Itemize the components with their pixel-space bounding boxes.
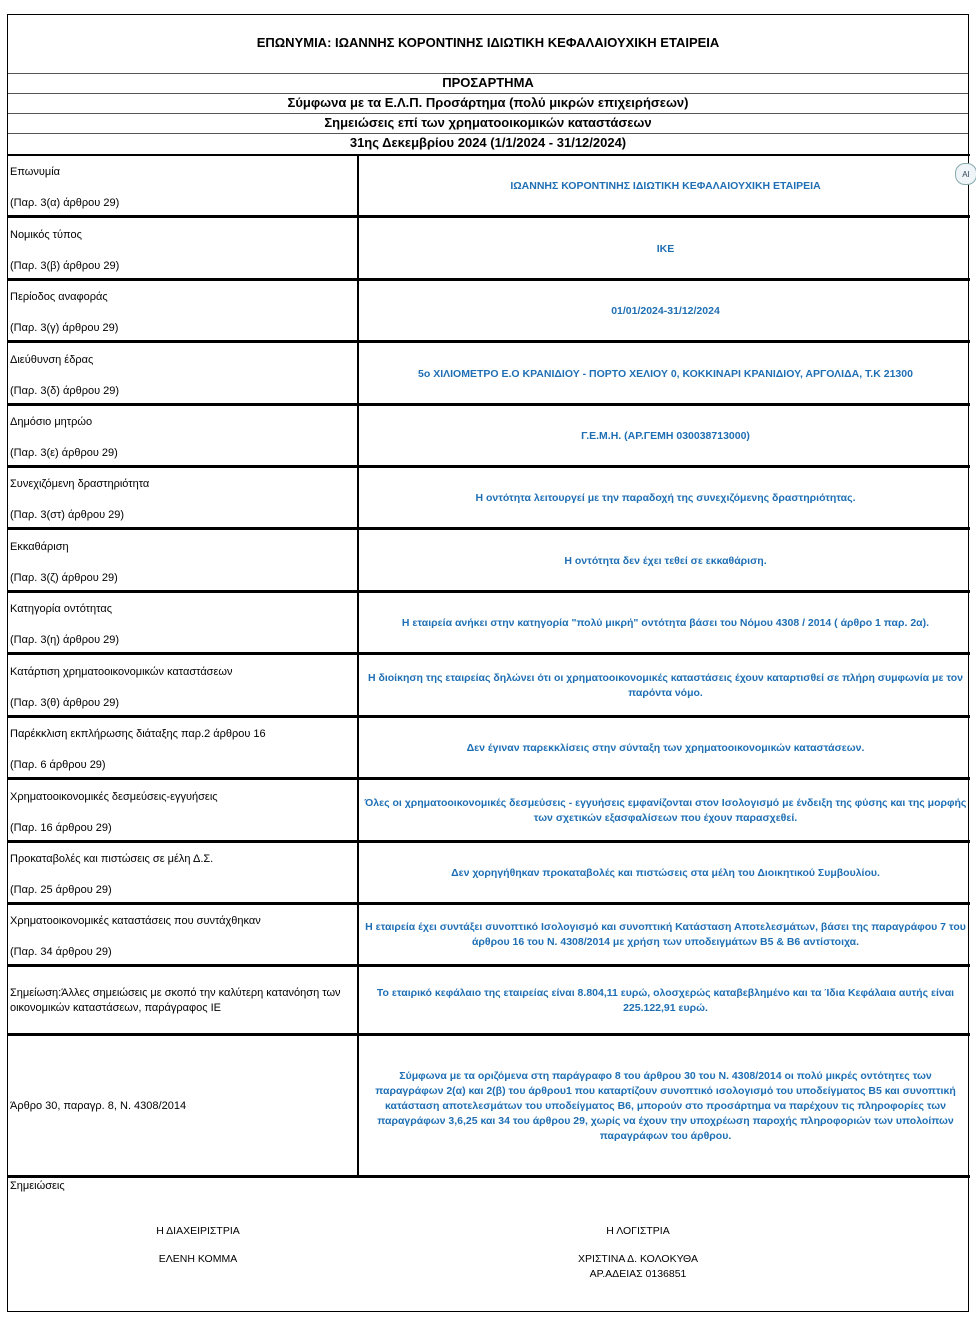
row-reference: (Παρ. 3(γ) άρθρου 29) bbox=[10, 322, 119, 334]
row-reference: (Παρ. 3(ε) άρθρου 29) bbox=[10, 447, 118, 459]
header-subtitle: Σύμφωνα με τα Ε.Λ.Π. Προσάρτημα (πολύ μικρών επιχειρήσεων) bbox=[287, 95, 689, 110]
row-label: Χρηματοοικονομικές καταστάσεις που συντάχθηκαν bbox=[10, 915, 261, 927]
accountant-license: ΑΡ.ΑΔΕΙΑΣ 0136851 bbox=[589, 1268, 687, 1280]
row-label: Χρηματοοικονομικές δεσμεύσεις-εγγυήσεις bbox=[10, 791, 218, 803]
note-row bbox=[8, 905, 970, 965]
row-value: Δεν έγιναν παρεκκλίσεις στην σύνταξη των χρηματοοικονομικών καταστάσεων. bbox=[466, 741, 865, 754]
row-label: Συνεχιζόμενη δραστηριότητα bbox=[10, 478, 150, 490]
row-value: Σύμφωνα με τα οριζόμενα στη παράγραφο 8 του άρθρου 30 του Ν. 4308/2014 οι πολύ μικρές οντότητες των παραγράφων 2(α) και 2(β) του άρθρου1 που καταρτίζουν συνοπτικό ισολογισμό του υποδείγματος Β5 και συνοπτική κατάσταση αποτελεσμάτων του υποδείγματος Β6, μπορούν στο προσάρτημα να παρέχουν τις πληροφορίες των παραγράφων 3,6,25 και 34 του άρθρου 29, χωρίς να έχουν την υποχρέωση παροχής πληροφοριών των υπολοίπων παραγράφων του άρθρου. bbox=[375, 1069, 956, 1142]
note-row bbox=[8, 593, 970, 653]
note-row bbox=[8, 468, 970, 528]
row-value: Η οντότητα δεν έχει τεθεί σε εκκαθάριση. bbox=[564, 554, 767, 567]
note-row bbox=[8, 531, 970, 591]
row-reference: (Παρ. 34 άρθρου 29) bbox=[10, 946, 112, 958]
note-row bbox=[8, 656, 970, 716]
row-label: Κατάρτιση χρηματοοικονομικών καταστάσεων bbox=[10, 666, 233, 678]
row-reference: (Παρ. 16 άρθρου 29) bbox=[10, 822, 112, 834]
row-reference: (Παρ. 3(ζ) άρθρου 29) bbox=[10, 572, 118, 584]
row-label: Δημόσιο μητρώο bbox=[10, 416, 93, 428]
row-reference: (Παρ. 3(θ) άρθρου 29) bbox=[10, 697, 120, 709]
document-frame bbox=[7, 14, 969, 1312]
row-reference: (Παρ. 3(δ) άρθρου 29) bbox=[10, 385, 120, 397]
row-value: Η διοίκηση της εταιρείας δηλώνει ότι οι χρηματοοικονομικές καταστάσεις έχουν καταρτισθεί σε πλήρη συμφωνία με τον παρόντα νόμο. bbox=[367, 672, 963, 699]
row-reference: (Παρ. 3(στ) άρθρου 29) bbox=[10, 509, 125, 521]
row-label: Επωνυμία bbox=[10, 166, 61, 178]
header-period: 31ης Δεκεμβρίου 2024 (1/1/2024 - 31/12/2024) bbox=[349, 135, 627, 150]
manager-title: Η ΔΙΑΧΕΙΡΙΣΤΡΙΑ bbox=[156, 1225, 240, 1237]
note-row bbox=[8, 968, 970, 1034]
row-reference: (Παρ. 3(η) άρθρου 29) bbox=[10, 634, 120, 646]
note-row bbox=[8, 219, 970, 279]
row-label: Κατηγορία οντότητας bbox=[10, 603, 112, 615]
row-value: Δεν χορηγήθηκαν προκαταβολές και πιστώσεις στα μέλη του Διοικητικού Συμβουλίου. bbox=[451, 866, 880, 879]
note-row bbox=[8, 781, 970, 841]
row-value: ΙΩΑΝΝΗΣ ΚΟΡΟΝΤΙΝΗΣ ΙΔΙΩΤΙΚΗ ΚΕΦΑΛΑΙΟΥΧΙΚΗ ΕΤΑΙΡΕΙΑ bbox=[510, 179, 821, 192]
row-value: 5ο ΧΙΛΙΟΜΕΤΡΟ Ε.Ο ΚΡΑΝΙΔΙΟΥ - ΠΟΡΤΟ ΧΕΛΙΟΥ 0, ΚΟΚΚΙΝΑΡΙ ΚΡΑΝΙΔΙΟΥ, ΑΡΓΟΛΙΔΑ, Τ.Κ 21300 bbox=[418, 367, 913, 380]
row-value: Η εταιρεία έχει συντάξει συνοπτικό Ισολογισμό και συνοπτική Κατάσταση Αποτελεσμάτων, βάσει της παραγράφου 7 του άρθρου 16 του Ν. 4308/2014 με χρήση των υποδειγμάτων Β5 & Β6 αντίστοιχα. bbox=[365, 921, 966, 948]
row-label: Παρέκκλιση εκπλήρωσης διάταξης παρ.2 άρθρου 16 bbox=[10, 728, 266, 740]
row-value: ΙΚΕ bbox=[656, 242, 675, 255]
company-title: ΕΠΩΝΥΜΙΑ: ΙΩΑΝΝΗΣ ΚΟΡΟΝΤΙΝΗΣ ΙΔΙΩΤΙΚΗ ΚΕΦΑΛΑΙΟΥΧΙΚΗ ΕΤΑΙΡΕΙΑ bbox=[256, 35, 720, 50]
note-row bbox=[8, 344, 970, 404]
row-reference: (Παρ. 3(β) άρθρου 29) bbox=[10, 260, 120, 272]
note-row bbox=[8, 718, 970, 778]
row-label: Διεύθυνση έδρας bbox=[10, 354, 94, 366]
row-reference: (Παρ. 25 άρθρου 29) bbox=[10, 884, 112, 896]
row-label: Προκαταβολές και πιστώσεις σε μέλη Δ.Σ. bbox=[10, 853, 214, 865]
notes-label: Σημειώσεις bbox=[10, 1180, 65, 1192]
row-value: Το εταιρικό κεφάλαιο της εταιρείας είναι 8.804,11 ευρώ, ολοσχερώς καταβεβλημένο και τα Ίδια Κεφάλαια αυτής είναι 225.122,91 ευρώ. bbox=[376, 987, 955, 1014]
ai-badge-label: AI bbox=[962, 169, 970, 179]
accountant-title: Η ΛΟΓΙΣΤΡΙΑ bbox=[606, 1225, 670, 1237]
row-value: Η οντότητα λειτουργεί με την παραδοχή της συνεχιζόμενης δραστηριότητας. bbox=[475, 491, 856, 504]
note-row bbox=[8, 156, 970, 216]
accountant-name: ΧΡΙΣΤΙΝΑ Δ. ΚΟΛΟΚΥΘΑ bbox=[578, 1253, 698, 1265]
note-row bbox=[8, 1036, 970, 1176]
row-reference: (Παρ. 3(α) άρθρου 29) bbox=[10, 197, 120, 209]
row-label: Άρθρο 30, παραγρ. 8, Ν. 4308/2014 bbox=[10, 1100, 187, 1112]
row-label: Σημείωση:Άλλες σημειώσεις με σκοπό την καλύτερη κατανόηση των οικονομικών καταστάσεων, παράγραφος ΙΕ bbox=[10, 987, 341, 1014]
row-value: 01/01/2024-31/12/2024 bbox=[611, 304, 720, 317]
header-title: ΠΡΟΣΑΡΤΗΜΑ bbox=[442, 75, 534, 90]
row-label: Εκκαθάριση bbox=[10, 541, 69, 553]
row-value: Η εταιρεία ανήκει στην κατηγορία "πολύ μικρή" οντότητα βάσει του Νόμου 4308 / 2014 ( άρθρο 1 παρ. 2α). bbox=[401, 616, 930, 629]
header-notes-title: Σημειώσεις επί των χρηματοοικομικών καταστάσεων bbox=[324, 115, 652, 130]
row-value: Όλες οι χρηματοοικονομικές δεσμεύσεις - εγγυήσεις εμφανίζονται στον Ισολογισμό με ένδειξη της φύσης και της μορφής των σχετικών εξασφαλίσεων που έχουν παρασχεθεί. bbox=[364, 797, 967, 824]
row-reference: (Παρ. 6 άρθρου 29) bbox=[10, 759, 106, 771]
note-row bbox=[8, 406, 970, 466]
ai-assistant-icon[interactable] bbox=[955, 163, 976, 185]
note-row bbox=[8, 281, 970, 341]
row-value: Γ.Ε.Μ.Η. (ΑΡ.ΓΕΜΗ 030038713000) bbox=[581, 429, 750, 442]
row-label: Νομικός τύπος bbox=[10, 229, 82, 241]
manager-name: ΕΛΕΝΗ ΚΟΜΜΑ bbox=[158, 1253, 238, 1265]
row-label: Περίοδος αναφοράς bbox=[10, 291, 108, 303]
note-row bbox=[8, 843, 970, 903]
